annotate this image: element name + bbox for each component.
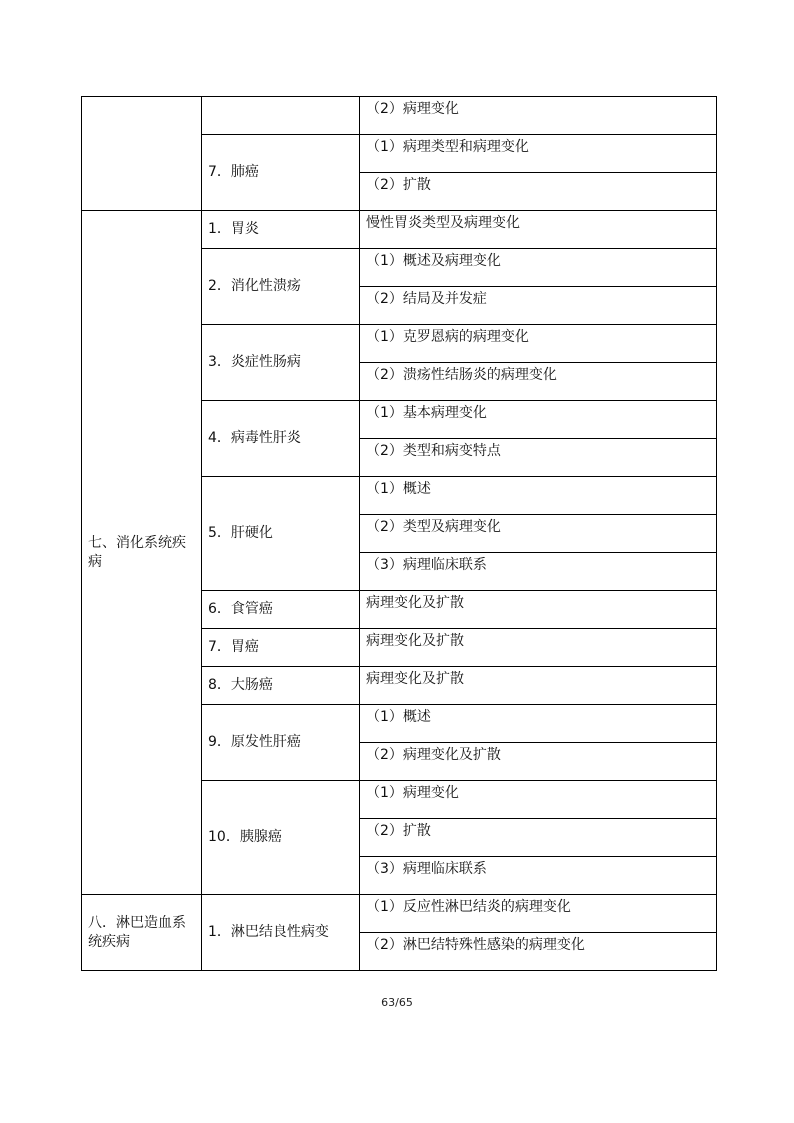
topic-cell: 8．大肠癌 [202,667,360,705]
topic-cell: 6．食管癌 [202,591,360,629]
point-cell: （1）病理类型和病理变化 [360,135,717,173]
point-cell: 病理变化及扩散 [360,629,717,667]
point-cell: 病理变化及扩散 [360,591,717,629]
point-cell: （1）基本病理变化 [360,401,717,439]
point-cell: 病理变化及扩散 [360,667,717,705]
topic-cell [202,97,360,135]
syllabus-table [81,96,717,971]
topic-cell: 1．胃炎 [202,211,360,249]
point-cell: （3）病理临床联系 [360,857,717,895]
point-cell: （2）病理变化及扩散 [360,743,717,781]
point-cell: （1）概述 [360,477,717,515]
point-cell: （2）溃疡性结肠炎的病理变化 [360,363,717,401]
page-number: 63/65 [381,996,413,1009]
topic-cell: 4．病毒性肝炎 [202,401,360,477]
chapter-cell: 七、消化系统疾病 [82,211,202,895]
table-row [82,211,717,249]
topic-cell: 9．原发性肝癌 [202,705,360,781]
topic-cell: 7．胃癌 [202,629,360,667]
point-cell: （1）概述及病理变化 [360,249,717,287]
topic-cell: 5．肝硬化 [202,477,360,591]
chapter-cell: 八．淋巴造血系统疾病 [82,895,202,971]
point-cell: （2）结局及并发症 [360,287,717,325]
point-cell: （2）类型和病变特点 [360,439,717,477]
point-cell: （3）病理临床联系 [360,553,717,591]
point-cell: （1）克罗恩病的病理变化 [360,325,717,363]
point-cell: （2）病理变化 [360,97,717,135]
table-row [82,97,717,135]
point-cell: 慢性胃炎类型及病理变化 [360,211,717,249]
topic-cell: 3．炎症性肠病 [202,325,360,401]
point-cell: （1）反应性淋巴结炎的病理变化 [360,895,717,933]
chapter-cell [82,97,202,211]
point-cell: （2）淋巴结特殊性感染的病理变化 [360,933,717,971]
topic-cell: 1．淋巴结良性病变 [202,895,360,971]
point-cell: （2）类型及病理变化 [360,515,717,553]
table-row [82,895,717,933]
topic-cell: 2．消化性溃疡 [202,249,360,325]
point-cell: （2）扩散 [360,819,717,857]
point-cell: （1）病理变化 [360,781,717,819]
topic-cell: 7．肺癌 [202,135,360,211]
topic-cell: 10．胰腺癌 [202,781,360,895]
point-cell: （2）扩散 [360,173,717,211]
point-cell: （1）概述 [360,705,717,743]
